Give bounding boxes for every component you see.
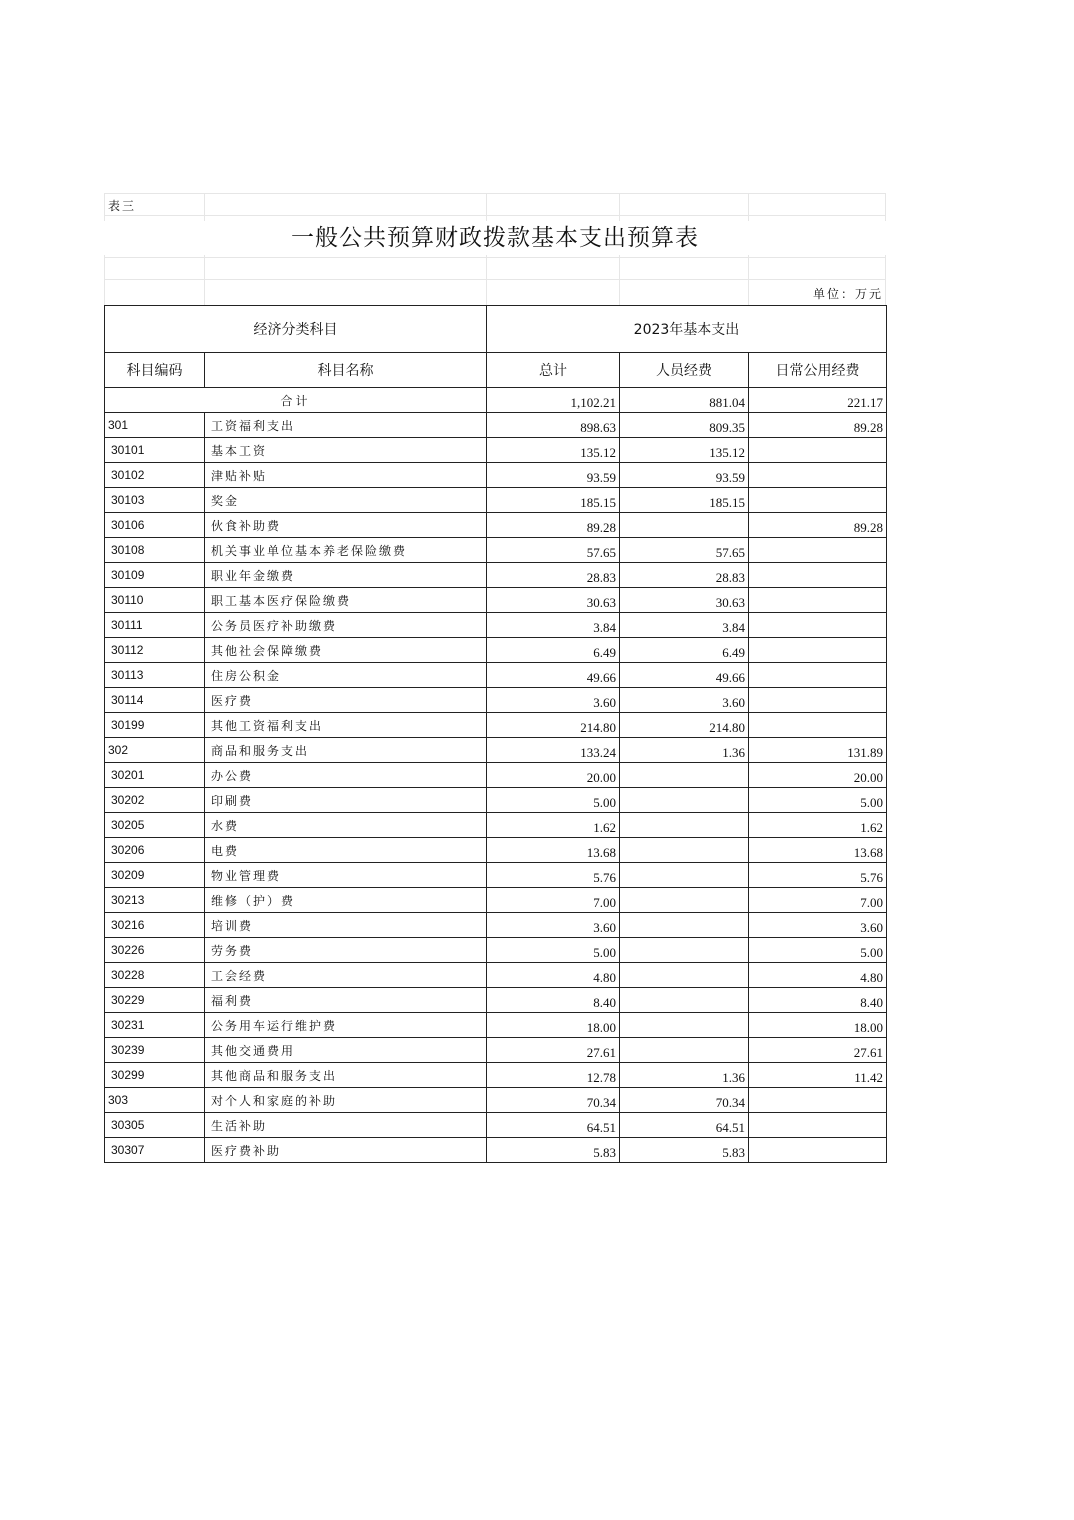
row-total: 135.12 [487,438,620,463]
row-name: 伙食补助费 [205,513,487,538]
row-total: 1.62 [487,813,620,838]
table-row [105,663,887,688]
row-name: 电费 [205,838,487,863]
table-row [105,1063,887,1088]
row-personnel [620,813,749,838]
row-personnel [620,838,749,863]
table-row [105,688,887,713]
header-public-expense: 日常公用经费 [749,353,887,388]
row-total: 13.68 [487,838,620,863]
row-name: 工资福利支出 [205,413,487,438]
row-public: 5.76 [749,863,887,888]
row-personnel: 49.66 [620,663,749,688]
budget-sheet [104,193,886,1163]
table-row [105,788,887,813]
table-row [105,963,887,988]
row-total: 49.66 [487,663,620,688]
total-label: 合计 [105,388,487,413]
row-name: 培训费 [205,913,487,938]
row-total: 898.63 [487,413,620,438]
row-code: 30103 [105,488,205,513]
table-row [105,613,887,638]
row-personnel: 3.60 [620,688,749,713]
row-total: 5.76 [487,863,620,888]
row-code: 30112 [105,638,205,663]
row-public: 89.28 [749,413,887,438]
row-code: 30209 [105,863,205,888]
table-row [105,588,887,613]
table-row [105,413,887,438]
row-public: 7.00 [749,888,887,913]
row-total: 6.49 [487,638,620,663]
row-code: 30108 [105,538,205,563]
row-name: 机关事业单位基本养老保险缴费 [205,538,487,563]
row-public: 5.00 [749,938,887,963]
row-total: 5.00 [487,938,620,963]
total-total: 1,102.21 [487,388,620,413]
table-row [105,713,887,738]
row-total: 18.00 [487,1013,620,1038]
row-personnel [620,888,749,913]
header-row-group [105,306,887,353]
table-row [105,463,887,488]
row-code: 30201 [105,763,205,788]
table-row [105,563,887,588]
row-name: 生活补助 [205,1113,487,1138]
row-name: 津贴补贴 [205,463,487,488]
row-public: 13.68 [749,838,887,863]
row-name: 职工基本医疗保险缴费 [205,588,487,613]
header-economic-class: 经济分类科目 [105,306,487,353]
row-public [749,688,887,713]
row-code: 30229 [105,988,205,1013]
row-name: 其他交通费用 [205,1038,487,1063]
table-row [105,738,887,763]
row-personnel [620,863,749,888]
row-code: 30106 [105,513,205,538]
row-total: 70.34 [487,1088,620,1113]
header-subject-name: 科目名称 [205,353,487,388]
row-code: 302 [105,738,205,763]
row-name: 职业年金缴费 [205,563,487,588]
row-personnel: 3.84 [620,613,749,638]
row-code: 30102 [105,463,205,488]
row-total: 214.80 [487,713,620,738]
table-row [105,763,887,788]
row-personnel [620,963,749,988]
row-name: 物业管理费 [205,863,487,888]
row-code: 30206 [105,838,205,863]
row-total: 20.00 [487,763,620,788]
header-total: 总计 [487,353,620,388]
row-total: 57.65 [487,538,620,563]
row-public: 5.00 [749,788,887,813]
total-personnel: 881.04 [620,388,749,413]
row-personnel: 93.59 [620,463,749,488]
row-name: 商品和服务支出 [205,738,487,763]
row-code: 30216 [105,913,205,938]
row-total: 27.61 [487,1038,620,1063]
row-code: 303 [105,1088,205,1113]
table-row [105,838,887,863]
row-public: 27.61 [749,1038,887,1063]
row-name: 对个人和家庭的补助 [205,1088,487,1113]
row-public [749,638,887,663]
table-row [105,513,887,538]
table-row [105,813,887,838]
row-public [749,1113,887,1138]
row-personnel: 28.83 [620,563,749,588]
row-code: 301 [105,413,205,438]
header-personnel-expense: 人员经费 [620,353,749,388]
row-name: 工会经费 [205,963,487,988]
row-code: 30231 [105,1013,205,1038]
row-name: 水费 [205,813,487,838]
row-personnel [620,1038,749,1063]
row-code: 30307 [105,1138,205,1163]
row-code: 30202 [105,788,205,813]
row-code: 30114 [105,688,205,713]
table-row [105,1088,887,1113]
unit-label: 单位：万元 [812,287,883,301]
table-row [105,1113,887,1138]
sheet-header-area [104,193,886,305]
row-name: 办公费 [205,763,487,788]
row-public [749,538,887,563]
header-row-columns [105,353,887,388]
row-total: 3.60 [487,913,620,938]
row-public: 20.00 [749,763,887,788]
row-code: 30226 [105,938,205,963]
row-code: 30305 [105,1113,205,1138]
row-name: 医疗费 [205,688,487,713]
table-row [105,1038,887,1063]
table-row [105,1138,887,1163]
row-total: 185.15 [487,488,620,513]
row-public [749,488,887,513]
row-public [749,1138,887,1163]
row-public: 11.42 [749,1063,887,1088]
row-public: 89.28 [749,513,887,538]
table-row [105,538,887,563]
row-public [749,613,887,638]
table-row [105,1013,887,1038]
row-personnel [620,1013,749,1038]
row-personnel: 809.35 [620,413,749,438]
row-name: 公务员医疗补助缴费 [205,613,487,638]
row-public [749,713,887,738]
row-total: 133.24 [487,738,620,763]
row-code: 30299 [105,1063,205,1088]
row-total: 3.84 [487,613,620,638]
table-row [105,638,887,663]
row-personnel: 70.34 [620,1088,749,1113]
row-personnel: 185.15 [620,488,749,513]
row-code: 30113 [105,663,205,688]
table-row [105,863,887,888]
total-public: 221.17 [749,388,887,413]
row-code: 30205 [105,813,205,838]
row-name: 奖金 [205,488,487,513]
row-personnel [620,763,749,788]
row-code: 30101 [105,438,205,463]
row-public: 18.00 [749,1013,887,1038]
row-name: 公务用车运行维护费 [205,1013,487,1038]
row-personnel: 6.49 [620,638,749,663]
row-total: 5.83 [487,1138,620,1163]
row-public [749,438,887,463]
row-code: 30199 [105,713,205,738]
row-personnel: 135.12 [620,438,749,463]
row-public: 8.40 [749,988,887,1013]
row-total: 8.40 [487,988,620,1013]
page-title: 一般公共预算财政拨款基本支出预算表 [104,221,886,255]
row-code: 30228 [105,963,205,988]
row-public: 131.89 [749,738,887,763]
row-personnel [620,788,749,813]
row-personnel [620,988,749,1013]
table-label: 表三 [108,199,137,213]
row-personnel [620,938,749,963]
header-subject-code: 科目编码 [105,353,205,388]
row-public [749,463,887,488]
row-total: 7.00 [487,888,620,913]
row-public: 1.62 [749,813,887,838]
row-total: 30.63 [487,588,620,613]
row-total: 28.83 [487,563,620,588]
table-row [105,488,887,513]
row-public: 3.60 [749,913,887,938]
row-public [749,588,887,613]
row-code: 30111 [105,613,205,638]
row-personnel: 5.83 [620,1138,749,1163]
table-row [105,438,887,463]
row-personnel: 30.63 [620,588,749,613]
row-name: 其他社会保障缴费 [205,638,487,663]
row-name: 印刷费 [205,788,487,813]
row-personnel [620,513,749,538]
total-row [105,388,887,413]
table-row [105,938,887,963]
table-row [105,988,887,1013]
row-name: 其他商品和服务支出 [205,1063,487,1088]
row-personnel: 214.80 [620,713,749,738]
row-personnel: 64.51 [620,1113,749,1138]
row-public [749,1088,887,1113]
row-name: 基本工资 [205,438,487,463]
row-total: 3.60 [487,688,620,713]
row-total: 12.78 [487,1063,620,1088]
row-code: 30213 [105,888,205,913]
budget-table [104,305,887,1163]
row-name: 劳务费 [205,938,487,963]
row-total: 93.59 [487,463,620,488]
row-personnel: 1.36 [620,1063,749,1088]
row-name: 福利费 [205,988,487,1013]
row-code: 30239 [105,1038,205,1063]
header-basic-expense-2023: 2023年基本支出 [487,306,887,353]
row-public: 4.80 [749,963,887,988]
row-personnel: 1.36 [620,738,749,763]
row-code: 30109 [105,563,205,588]
row-total: 4.80 [487,963,620,988]
row-name: 维修（护）费 [205,888,487,913]
row-public [749,663,887,688]
row-name: 住房公积金 [205,663,487,688]
row-total: 5.00 [487,788,620,813]
row-personnel [620,913,749,938]
row-code: 30110 [105,588,205,613]
row-name: 医疗费补助 [205,1138,487,1163]
row-name: 其他工资福利支出 [205,713,487,738]
row-public [749,563,887,588]
row-total: 89.28 [487,513,620,538]
table-row [105,888,887,913]
row-personnel: 57.65 [620,538,749,563]
table-row [105,913,887,938]
row-total: 64.51 [487,1113,620,1138]
